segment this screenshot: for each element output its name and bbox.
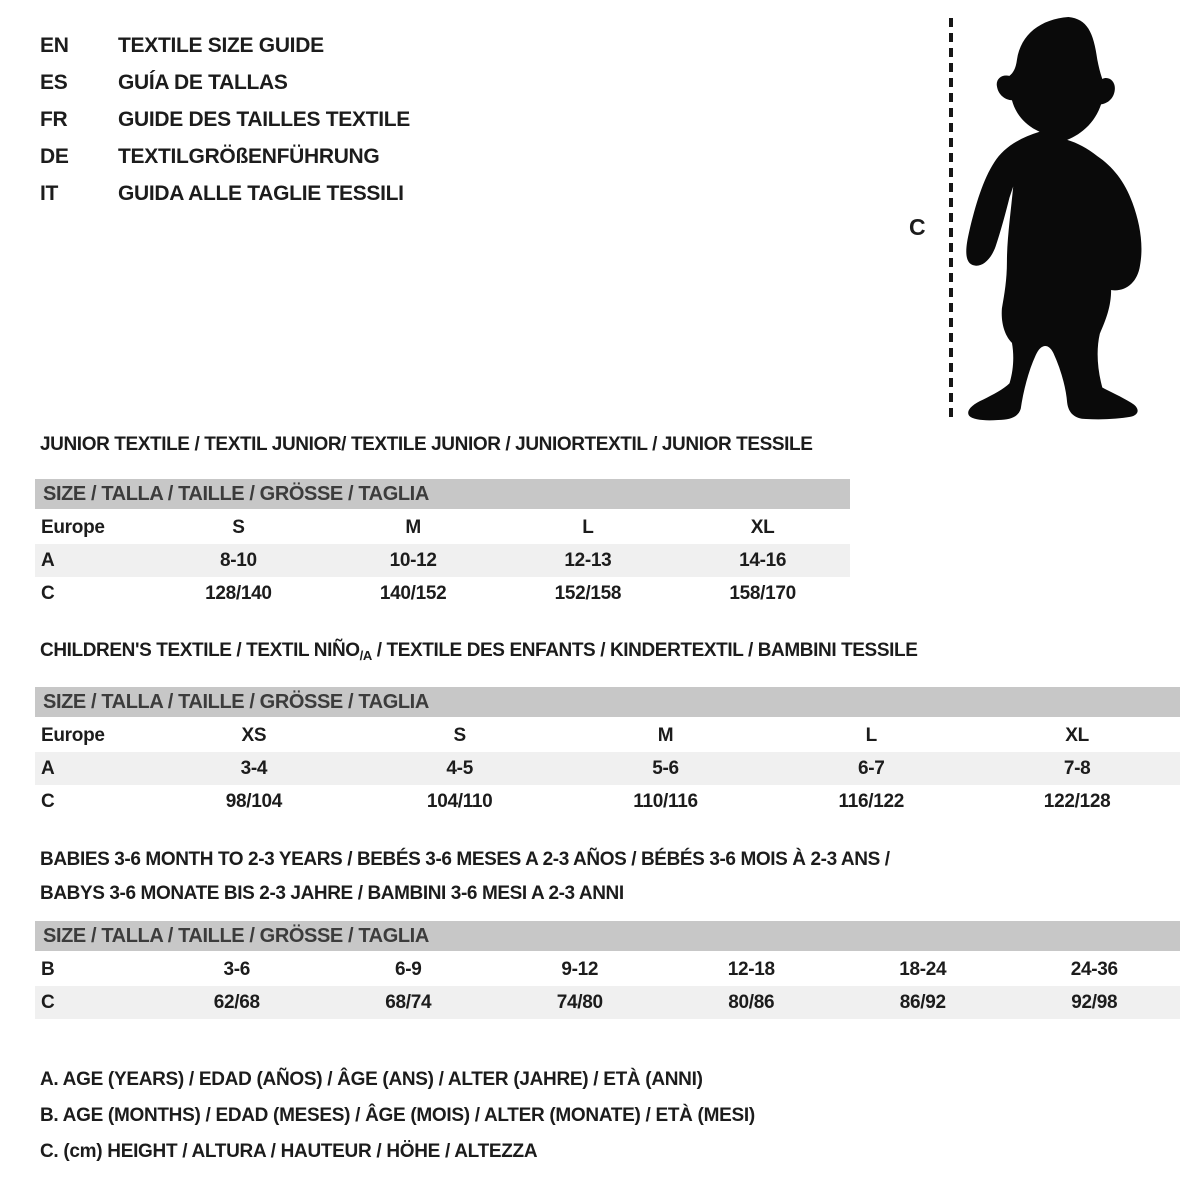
children-age-value: 7-8	[1063, 757, 1091, 779]
babies-section-title	[40, 843, 890, 911]
babies-months-value: 3-6	[223, 958, 251, 980]
junior-age-value: 14-16	[739, 549, 787, 571]
lang-row-fr	[40, 101, 410, 138]
junior-size-table-header: SIZE / TALLA / TAILLE / GRÖSSE / TAGLIA	[35, 479, 850, 509]
babies-height-row-label: C	[41, 991, 55, 1013]
lang-title-es: GUÍA DE TALLAS	[118, 70, 288, 94]
toddler-silhouette-icon	[963, 14, 1145, 422]
babies-height-value: 68/74	[385, 991, 432, 1013]
children-title-prefix: CHILDREN'S TEXTILE / TEXTIL NIÑO	[40, 640, 360, 661]
height-measure-label: C	[909, 214, 926, 240]
lang-row-en	[40, 27, 410, 64]
children-age-value: 3-4	[240, 757, 268, 779]
children-height-value: 98/104	[225, 790, 283, 812]
babies-months-value: 24-36	[1070, 958, 1118, 980]
babies-months-value: 6-9	[394, 958, 422, 980]
children-size-table-header: SIZE / TALLA / TAILLE / GRÖSSE / TAGLIA	[35, 687, 1180, 717]
legend-age-months: B. AGE (MONTHS) / EDAD (MESES) / ÂGE (MOIS) / ALTER (MONATE) / ETÀ (MESI)	[40, 1105, 755, 1126]
children-age-value: 5-6	[652, 757, 679, 779]
lang-code-fr: FR	[40, 107, 68, 131]
children-height-value: 116/122	[838, 790, 905, 812]
children-age-value: 4-5	[446, 757, 473, 779]
lang-code-it: IT	[40, 181, 59, 205]
lang-title-de: TEXTILGRÖßENFÜHRUNG	[118, 144, 380, 168]
lang-code-de: DE	[40, 144, 69, 168]
junior-columns-row	[35, 511, 850, 544]
children-col-xl: XL	[1065, 724, 1089, 746]
junior-age-row-label: A	[41, 549, 55, 571]
children-region-label: Europe	[41, 724, 105, 746]
language-title-list	[40, 27, 410, 212]
lang-row-it	[40, 175, 410, 212]
babies-height-row	[35, 986, 1180, 1019]
legend-height-cm: C. (cm) HEIGHT / ALTURA / HAUTEUR / HÖHE / ALTEZZA	[40, 1141, 538, 1162]
junior-col-l: L	[582, 516, 594, 538]
children-col-xs: XS	[241, 724, 267, 746]
babies-months-row-label: B	[41, 958, 55, 980]
legend	[40, 1062, 755, 1170]
babies-size-table	[35, 921, 1180, 1019]
babies-height-value: 74/80	[556, 991, 603, 1013]
junior-height-row	[35, 577, 850, 610]
babies-months-value: 12-18	[727, 958, 775, 980]
babies-months-value: 9-12	[561, 958, 599, 980]
junior-height-value: 140/152	[379, 582, 447, 604]
children-height-value: 110/116	[633, 790, 698, 812]
junior-height-value: 152/158	[554, 582, 622, 604]
children-section-title	[40, 640, 917, 663]
babies-height-value: 92/98	[1071, 991, 1118, 1013]
children-col-l: L	[865, 724, 877, 746]
children-title-suffix: / TEXTILE DES ENFANTS / KINDERTEXTIL / BAMBINI TESSILE	[371, 640, 918, 661]
junior-age-value: 12-13	[564, 549, 612, 571]
lang-title-it: GUIDA ALLE TAGLIE TESSILI	[118, 181, 404, 205]
junior-age-value: 8-10	[219, 549, 257, 571]
junior-height-row-label: C	[41, 582, 55, 604]
children-col-m: M	[657, 724, 674, 746]
children-age-row	[35, 752, 1180, 785]
children-height-row	[35, 785, 1180, 818]
lang-title-fr: GUIDE DES TAILLES TEXTILE	[118, 107, 410, 131]
legend-age-years: A. AGE (YEARS) / EDAD (AÑOS) / ÂGE (ANS) / ALTER (JAHRE) / ETÀ (ANNI)	[40, 1069, 703, 1090]
junior-col-s: S	[232, 516, 245, 538]
babies-height-value: 86/92	[899, 991, 946, 1013]
babies-size-table-header: SIZE / TALLA / TAILLE / GRÖSSE / TAGLIA	[35, 921, 1180, 951]
junior-col-xl: XL	[750, 516, 775, 538]
lang-row-es	[40, 64, 410, 101]
junior-height-value: 158/170	[729, 582, 796, 604]
junior-section-title: JUNIOR TEXTILE / TEXTIL JUNIOR/ TEXTILE JUNIOR / JUNIORTEXTIL / JUNIOR TESSILE	[40, 434, 813, 455]
junior-col-m: M	[405, 516, 421, 538]
children-columns-row	[35, 719, 1180, 752]
babies-height-value: 62/68	[213, 991, 260, 1013]
children-height-value: 104/110	[426, 790, 493, 812]
lang-code-es: ES	[40, 70, 68, 94]
junior-size-table	[35, 479, 850, 610]
babies-title-line1: BABIES 3-6 MONTH TO 2-3 YEARS / BEBÉS 3-6 MESES A 2-3 AÑOS / BÉBÉS 3-6 MOIS À 2-3 ANS /	[40, 849, 890, 870]
children-height-row-label: C	[41, 790, 55, 812]
children-col-s: S	[453, 724, 466, 746]
junior-age-row	[35, 544, 850, 577]
lang-row-de	[40, 138, 410, 175]
height-measure-dashed-line	[949, 18, 953, 418]
children-title-subscript: /A	[359, 648, 372, 663]
children-size-table	[35, 687, 1180, 818]
junior-age-value: 10-12	[389, 549, 437, 571]
children-height-value: 122/128	[1043, 790, 1111, 812]
lang-title-en: TEXTILE SIZE GUIDE	[118, 33, 324, 57]
children-age-row-label: A	[41, 757, 55, 779]
lang-code-en: EN	[40, 33, 69, 57]
babies-months-row	[35, 953, 1180, 986]
babies-height-value: 80/86	[728, 991, 775, 1013]
babies-months-value: 18-24	[899, 958, 947, 980]
junior-height-value: 128/140	[205, 582, 272, 604]
babies-title-line2: BABYS 3-6 MONATE BIS 2-3 JAHRE / BAMBINI 3-6 MESI A 2-3 ANNI	[40, 883, 624, 904]
junior-region-label: Europe	[41, 516, 105, 538]
children-age-value: 6-7	[858, 757, 885, 779]
